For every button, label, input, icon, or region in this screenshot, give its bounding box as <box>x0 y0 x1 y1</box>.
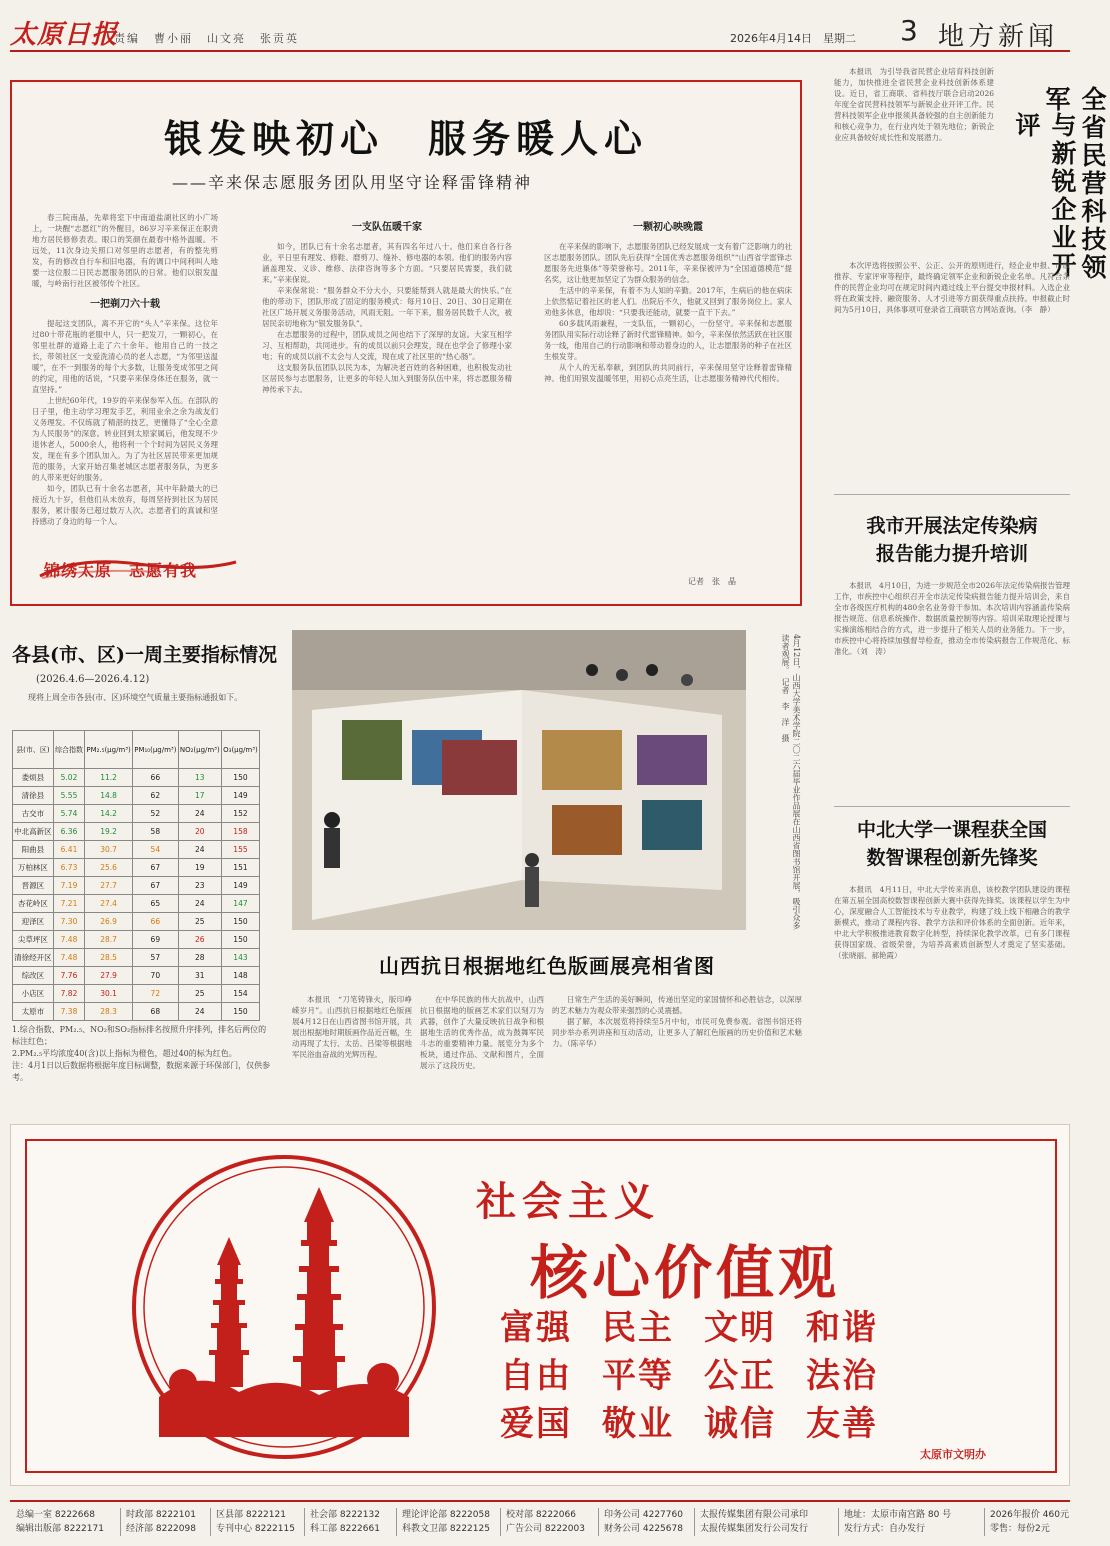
footer-separator <box>984 1508 985 1536</box>
value-cell: 150 <box>221 1003 259 1021</box>
footer-contact-line: 专刊中心 8222115 <box>216 1524 295 1534</box>
value-cell: 11.2 <box>85 769 133 787</box>
value-cell: 25.6 <box>85 859 133 877</box>
value-cell: 14.2 <box>85 805 133 823</box>
footer-contact-cell <box>990 1508 1069 1536</box>
footer-contact-line: 科工部 8222661 <box>310 1524 380 1534</box>
value-cell: 67 <box>133 877 179 895</box>
value-cell: 14.8 <box>85 787 133 805</box>
exhibition-news-column-3 <box>552 994 802 1074</box>
core-value-word: 友善 <box>806 1404 878 1444</box>
value-cell: 30.1 <box>85 985 133 1003</box>
news-paragraph: 本报讯 4月11日，中北大学传来消息，该校教学团队建设的课程在第五届全国高校数智课程创新大赛中获得先锋奖。该课程以学生为中心，深度融合人工智能技术与专业教学，构建了线上线下相融合的教学新模式，推动了课程内容、教学方法和评价体系的全面创新。近年来，中北大学积极推进教育数字化转型，持续深化教学改革，已有多门课程获得国家级、省级荣誉，为培养高素质创新型人才奠定了坚实基础。（张晓丽、郝艳霞） <box>834 885 1070 960</box>
value-cell: 19.2 <box>85 823 133 841</box>
value-cell: 151 <box>221 859 259 877</box>
district-cell: 古交市 <box>13 805 54 823</box>
core-value-word: 公正 <box>704 1356 776 1396</box>
footer-contact-line: 理论评论部 8222058 <box>402 1510 490 1520</box>
footer-contact-cell <box>126 1508 196 1536</box>
footer-separator <box>120 1508 121 1536</box>
column-header: PM₁₀(μg/m³) <box>133 731 179 769</box>
district-cell: 阳曲县 <box>13 841 54 859</box>
article-paragraph: 60多载风雨兼程，一支队伍，一颗初心，一份坚守。辛来保和志愿服务团队用实际行动诠释了新时代雷锋精神。如今，辛来保依然活跃在社区服务一线，他用自己的行动影响和带动着身边的人，让志愿服务的种子在社区生根发芽。 <box>544 319 792 361</box>
core-value-word: 文明 <box>704 1308 776 1348</box>
article-paragraph: 上世纪60年代，19岁的辛来保参军入伍。在部队的日子里，他主动学习理发手艺，利用业余之余为战友们义务理发。不仅练就了精湛的技艺，更懂得了“全心全意为人民服务”的深意。转业回到太原家属后，他发现不少退休老人，5000余人，他将利一个个时间为居民义务理发，现在有多个团队加入。为了为社区居民带来更加规范的服务，大家开始召集老城区志愿者服务队，为更多的人带来更好的服务。 <box>32 396 218 482</box>
table-row <box>13 913 260 931</box>
district-cell: 尖草坪区 <box>13 931 54 949</box>
value-cell: 6.73 <box>53 859 84 877</box>
footer-separator <box>304 1508 305 1536</box>
column-header: 综合指数 <box>53 731 84 769</box>
footer-separator <box>598 1508 599 1536</box>
editor-name: 曹小丽 <box>154 32 193 45</box>
footer-contact-line: 太报传媒集团发行公司发行 <box>700 1524 809 1534</box>
column-header: O₃(μg/m³) <box>221 731 259 769</box>
editors-label: 责编 <box>114 32 140 45</box>
core-value-word: 和谐 <box>806 1308 878 1348</box>
vertical-title-line: 与新锐企业开评 <box>1012 112 1077 280</box>
value-cell: 150 <box>221 913 259 931</box>
core-value-word: 平等 <box>602 1356 674 1396</box>
article-column-1 <box>32 212 218 542</box>
core-value-word: 民主 <box>602 1308 674 1348</box>
table-header-row <box>13 731 260 769</box>
news-disease-text <box>834 580 1070 800</box>
district-cell: 小店区 <box>13 985 54 1003</box>
value-cell: 25 <box>178 913 221 931</box>
vertical-title-line: 全省民营科技领军 <box>1042 86 1107 282</box>
value-cell: 28.5 <box>85 949 133 967</box>
air-quality-title: 各县(市、区)一周主要指标情况 <box>12 644 277 666</box>
newspaper-logo: 太原日报 <box>10 20 119 50</box>
article-paragraph: 如今，团队已有十余名志愿者，其有四名年过八十。他们来自各行各业，平日里有理发、修鞋、磨剪刀、缝补、修电器的本领。他们的服务内容涵盖理发、义诊、维修、法律咨询等多个方面。“只要居民需要，我们就来。”辛来保说。 <box>262 242 512 284</box>
value-cell: 24 <box>178 1003 221 1021</box>
value-cell: 152 <box>221 805 259 823</box>
table-row <box>13 895 260 913</box>
news-private-tech-text-continued <box>834 260 1070 482</box>
article-paragraph: 春三院南晶，先辈将室下中南道盐湖社区的小广场上，一块醒“志愿红”的外醒目，86岁习辛来保正在职责地方居民修修表表。眼口的笑颜在最春中格外温暖。不远处，11次身边关照口对邻里的志愿者，有的整先剪发，有的修改自行车和旧电器，有的调口中间利叫人地要一这位服二日民志愿服务团队的日常。他们以银发温暖，与岭南行社区被邻传个社区。 <box>32 213 218 288</box>
district-cell: 万柏林区 <box>13 859 54 877</box>
footer-contact-line: 印务公司 4227760 <box>604 1510 683 1520</box>
district-cell: 综改区 <box>13 967 54 985</box>
footer-contact-line: 零售：每份2元 <box>990 1524 1050 1534</box>
footer-contact-line: 经济部 8222098 <box>126 1524 196 1534</box>
article-column-2 <box>262 212 512 602</box>
news-disease-title <box>834 512 1070 568</box>
value-cell: 5.02 <box>53 769 84 787</box>
value-cell: 7.76 <box>53 967 84 985</box>
value-cell: 13 <box>178 769 221 787</box>
table-row <box>13 931 260 949</box>
divider <box>834 806 1070 807</box>
news-paragraph: 在中华民族的伟大抗战中，山西抗日根据地的版画艺术家们以刻刀为武器，创作了大量反映抗日战争和根据地生活的优秀作品，成为鼓舞军民斗志的重要精神力量。展览分为多个板块，通过作品、文献和图片，全面展示了这段历史。 <box>420 995 544 1070</box>
column-header: 县(市、区) <box>13 731 54 769</box>
value-cell: 65 <box>133 895 179 913</box>
district-cell: 杏花岭区 <box>13 895 54 913</box>
district-cell: 中北高新区 <box>13 823 54 841</box>
footer-separator <box>694 1508 695 1536</box>
value-cell: 19 <box>178 859 221 877</box>
value-cell: 7.19 <box>53 877 84 895</box>
column-header: PM₂.₅(μg/m³) <box>85 731 133 769</box>
value-cell: 57 <box>133 949 179 967</box>
footer-contact-cell <box>16 1508 104 1536</box>
footer-separator <box>500 1508 501 1536</box>
footnote: 注：4月1日以后数据将根据年度目标调整，数据来源于环保部门，仅供参考。 <box>12 1061 271 1082</box>
news-university-text <box>834 884 1070 1098</box>
air-quality-note: 现将上周全市各县(市、区)环境空气质量主要指标通报如下。 <box>28 693 243 702</box>
value-cell: 26.9 <box>85 913 133 931</box>
news-paragraph: 本报讯 4月10日，为进一步规范全市2026年法定传染病报告管理工作，市疾控中心组织召开全市法定传染病报告能力提升培训会，来自全市各级医疗机构的480余名业务骨干参加。本次培训内容涵盖传染病报告规范、信息系统操作、数据质量控制等内容。培训采取理论授课与实操演练相结合的方式，进一步提升了相关人员的业务能力。下一步，市疾控中心将持续加强督导检查，推动全市传染病报告工作规范化、标准化。（刘 涛） <box>834 581 1070 656</box>
footer-contact-line: 财务公司 4225678 <box>604 1524 683 1534</box>
footer-separator <box>210 1508 211 1536</box>
value-cell: 7.48 <box>53 931 84 949</box>
value-cell: 7.38 <box>53 1003 84 1021</box>
footer-contact-line: 广告公司 8222003 <box>506 1524 585 1534</box>
news-paragraph: 本报讯 为引导我省民营企业培育科技创新能力，加快推进全省民营企业科技创新体系建设。近日，省工商联、省科技厅联合启动2026年度全省民营科技领军与新锐企业开评工作。民营科技领军企业申报须具备较强的自主创新能力和核心竞争力，在行业内处于领先地位；新锐企业应具备较好成长性和发展潜力。 <box>834 67 994 142</box>
value-cell: 24 <box>178 841 221 859</box>
value-cell: 70 <box>133 967 179 985</box>
value-cell: 17 <box>178 787 221 805</box>
footer-contact-line: 总编一室 8222668 <box>16 1510 95 1520</box>
page-section-name: 地方新闻 <box>938 22 1059 52</box>
footer-contact-line: 太报传媒集团有限公司承印 <box>700 1510 809 1520</box>
table-row <box>13 949 260 967</box>
headline-line: 中北大学一课程获全国 <box>856 819 1047 841</box>
value-cell: 5.55 <box>53 787 84 805</box>
editor-name: 山文亮 <box>207 32 246 45</box>
poster-organization: 太原市文明办 <box>920 1448 986 1461</box>
value-cell: 6.36 <box>53 823 84 841</box>
exhibition-news-column-2 <box>420 994 544 1074</box>
table-row <box>13 859 260 877</box>
exhibition-news-title: 山西抗日根据地红色版画展亮相省图 <box>379 954 715 978</box>
core-value-word: 法治 <box>806 1356 878 1396</box>
value-cell: 147 <box>221 895 259 913</box>
value-cell: 58 <box>133 823 179 841</box>
table-row <box>13 787 260 805</box>
headline-line: 我市开展法定传染病 <box>866 515 1038 537</box>
value-cell: 68 <box>133 1003 179 1021</box>
value-cell: 148 <box>221 967 259 985</box>
value-cell: 7.30 <box>53 913 84 931</box>
value-cell: 27.4 <box>85 895 133 913</box>
article-paragraph: 在志愿服务的过程中，团队成员之间也结下了深厚的友谊。大家互相学习、互相帮助，共同进步。有的成员以前只会理发，现在也学会了修理小家电；有的成员以前不太会与人交流，现在成了社区里的“热心肠”。 <box>262 330 512 361</box>
headline-line: 报告能力提升培训 <box>875 543 1028 565</box>
news-university-title <box>834 816 1070 872</box>
footer-contact-line: 社会部 8222132 <box>310 1510 380 1520</box>
footer-contact-cell <box>700 1508 808 1536</box>
photo-caption: 4月12日，山西大学美术学院二〇二六届毕业作品展在山西省图书馆开展，吸引众多读者观展。 记者 李 洋 摄 <box>781 634 801 930</box>
core-values-words <box>500 1304 920 1448</box>
footer-contact-line: 地址：太原市南宫路 80 号 <box>844 1510 952 1520</box>
core-value-word: 敬业 <box>602 1404 674 1444</box>
footer-contact-line: 编辑出版部 8222171 <box>16 1524 104 1534</box>
value-cell: 7.21 <box>53 895 84 913</box>
volunteer-slogan: 锦绣太原 志愿有我 <box>44 561 198 580</box>
editor-credits <box>114 30 313 46</box>
article-paragraph: 如今，团队已有十余名志愿者，其中年龄最大的已接近九十岁，但他们从未放弃，每周坚持到社区为居民服务，累计服务已超过数万人次。志愿者们的真诚和坚持感动了身边的每一个人。 <box>32 484 218 526</box>
footer-contact-cell <box>402 1508 490 1536</box>
section-heading: 一支队伍暖千家 <box>352 222 422 233</box>
article-paragraph: 提起这支团队，离不开它的“头人”辛来保。这位年过80十带花瓶的老服中人，只一把发刀，一顆初心，在邻里社群的道路上走了六十余年。他用自己的一技之长，带领社区一支爱洗清心员的老人志愿，“为邻里送温暖”，在不一到服务的每个大多数，让服务变成邻里之间的约定，用他的话说，“只要辛来保身体还在服务，就一直坚持。” <box>32 319 218 394</box>
core-value-word: 爱国 <box>500 1404 572 1444</box>
value-cell: 149 <box>221 787 259 805</box>
value-cell: 7.48 <box>53 949 84 967</box>
footer-contact-line: 2026年报价 460元 <box>990 1510 1069 1520</box>
value-cell: 143 <box>221 949 259 967</box>
article-byline: 记者 张 晶 <box>688 577 736 586</box>
value-cell: 149 <box>221 877 259 895</box>
value-cell: 27.9 <box>85 967 133 985</box>
footnote: 1.综合指数、PM₂.₅、NO₂和SO₂指标排名按照升序排列，排名后两位的标注红色； <box>12 1025 267 1046</box>
value-cell: 69 <box>133 931 179 949</box>
value-cell: 30.7 <box>85 841 133 859</box>
district-cell: 清徐县 <box>13 787 54 805</box>
divider <box>834 494 1070 495</box>
poster-heading-line-2: 核心价值观 <box>530 1239 841 1307</box>
footer-contact-cell <box>506 1508 585 1536</box>
issue-date: 2026年4月14日 星期二 <box>730 32 856 45</box>
article-paragraph: 这支服务队伍团队以民为本，为解决老百姓的各种困难，也积极发动社区居民参与志愿服务，让更多的年轻人加入到服务队伍中来，将志愿服务精神传承下去。 <box>262 363 512 394</box>
value-cell: 67 <box>133 859 179 877</box>
news-private-tech-text <box>834 66 994 256</box>
exhibition-news-column-1 <box>292 994 412 1074</box>
footer-contact-line: 校对部 8222066 <box>506 1510 576 1520</box>
news-paragraph: 本报讯 “刀笔铸锋火，版印峥嵘岁月”。山西抗日根据地红色版画展4月12日在山西省图书馆开展，共展出根据地时期版画作品近百幅，生动再现了太行、太岳、吕梁等根据地军民浴血奋战的光辉历程。 <box>292 995 412 1059</box>
value-cell: 154 <box>221 985 259 1003</box>
feature-article <box>10 80 802 606</box>
value-cell: 24 <box>178 805 221 823</box>
masthead <box>10 10 1070 52</box>
table-row <box>13 805 260 823</box>
district-cell: 娄烦县 <box>13 769 54 787</box>
value-cell: 158 <box>221 823 259 841</box>
table-row <box>13 985 260 1003</box>
value-cell: 27.7 <box>85 877 133 895</box>
value-cell: 7.82 <box>53 985 84 1003</box>
article-paragraph: 辛来保常说：“服务群众不分大小，只要能帮到人就是最大的快乐。”在他的带动下，团队形成了固定的服务模式：每月10日、20日、30日定期在社区广场开展义务服务活动，风雨无阻。一年下来，服务居民数千人次，被居民亲切地称为“银发服务队”。 <box>262 286 512 328</box>
article-paragraph: 在辛来保的影响下，志愿服务团队已经发展成一支有着广泛影响力的社区志愿服务团队。团队先后获得“全国优秀志愿服务组织”“山西省学雷锋志愿服务先进集体”等荣誉称号。2011年，辛来保被评为“全国道德模范”提名奖，这让他更加坚定了为群众服务的信念。 <box>544 242 792 284</box>
value-cell: 28.7 <box>85 931 133 949</box>
value-cell: 23 <box>178 877 221 895</box>
table-row <box>13 877 260 895</box>
news-paragraph: 本次评选将按照公平、公正、公开的原则进行，经企业申报、市级推荐、专家评审等程序，最终确定领军企业和新锐企业名单。凡符合条件的民营企业均可在规定时间内通过线上平台提交申报材料。入选企业将在政策支持、融资服务、人才引进等方面获得重点扶持。申报截止时间为5月10日，具体事项可登录省工商联官方网站查询。（李 静） <box>834 261 1070 314</box>
footer-contact-cell <box>216 1508 295 1536</box>
feature-title: 银发映初心 服务暖人心 <box>163 116 648 161</box>
footnote: 2.PM₂.₅平均浓度40(含)以上指标为橙色，超过40的标为红色。 <box>12 1049 237 1058</box>
article-paragraph: 从个人的无私奉献，到团队的共同前行，辛来保用坚守诠释着雷锋精神。他们用银发温暖邻里，用初心点亮生活，让志愿服务精神代代相传。 <box>544 363 792 383</box>
poster-heading-line-1: 社会主义 <box>476 1178 660 1225</box>
headline-line: 数智课程创新先锋奖 <box>866 847 1038 869</box>
value-cell: 31 <box>178 967 221 985</box>
footer-contact-cell <box>604 1508 683 1536</box>
table-row <box>13 841 260 859</box>
page-number: 3 <box>900 14 918 47</box>
value-cell: 6.41 <box>53 841 84 859</box>
air-quality-table <box>12 730 260 1021</box>
footer-contact-line: 时政部 8222101 <box>126 1510 196 1520</box>
value-cell: 62 <box>133 787 179 805</box>
value-cell: 26 <box>178 931 221 949</box>
district-cell: 太原市 <box>13 1003 54 1021</box>
core-value-word: 诚信 <box>704 1404 776 1444</box>
table-row <box>13 1003 260 1021</box>
value-cell: 66 <box>133 913 179 931</box>
section-heading: 一颗初心映晚霞 <box>633 222 703 233</box>
editor-name: 张贡英 <box>260 32 299 45</box>
table-row <box>13 769 260 787</box>
table-row <box>13 823 260 841</box>
footer-contact-cell <box>310 1508 380 1536</box>
value-cell: 54 <box>133 841 179 859</box>
value-cell: 25 <box>178 985 221 1003</box>
district-cell: 晋源区 <box>13 877 54 895</box>
footer-separator <box>838 1508 839 1536</box>
value-cell: 24 <box>178 895 221 913</box>
value-cell: 66 <box>133 769 179 787</box>
value-cell: 155 <box>221 841 259 859</box>
value-cell: 72 <box>133 985 179 1003</box>
district-cell: 清徐经开区 <box>13 949 54 967</box>
exhibition-photo <box>292 630 746 930</box>
value-cell: 28 <box>178 949 221 967</box>
footer-contact-line: 发行方式：自办发行 <box>844 1524 926 1534</box>
article-paragraph: 生活中的辛来保，有着不为人知的辛勤。2017年，生病后的他在病床上依然惦记着社区的老人们。出院后不久，他就又回到了服务岗位上。家人劝他多休息，他却说：“只要我还能动，就要一直干下去。” <box>544 286 792 317</box>
value-cell: 150 <box>221 769 259 787</box>
footer-contact-cell <box>844 1508 951 1536</box>
news-paragraph: 据了解，本次展览将持续至5月中旬，市民可免费参观。省图书馆还将同步举办系列讲座和互动活动，让更多人了解红色版画的历史价值和艺术魅力。（陈辛华） <box>552 1017 802 1048</box>
pagoda-emblem-graphic <box>119 1147 449 1467</box>
exhibition-photo-illustration <box>292 630 746 930</box>
core-value-word: 自由 <box>500 1356 572 1396</box>
footer-directory <box>10 1500 1070 1540</box>
footer-contact-line: 科教文卫部 8222125 <box>402 1524 490 1534</box>
value-cell: 28.3 <box>85 1003 133 1021</box>
section-heading: 一把剃刀六十载 <box>90 299 160 310</box>
footer-separator <box>396 1508 397 1536</box>
value-cell: 20 <box>178 823 221 841</box>
air-quality-date: (2026.4.6—2026.4.12) <box>36 674 150 685</box>
value-cell: 150 <box>221 931 259 949</box>
column-header: NO₂(μg/m³) <box>178 731 221 769</box>
district-cell: 迎泽区 <box>13 913 54 931</box>
news-paragraph: 日常生产生活的美好瞬间，传递出坚定的家国情怀和必胜信念，以深厚的艺术魅力为观众带来强烈的心灵震撼。 <box>552 995 802 1015</box>
table-row <box>13 967 260 985</box>
air-quality-footnotes <box>12 1024 274 1084</box>
feature-subtitle: ——辛来保志愿服务团队用坚守诠释雷锋精神 <box>172 173 533 192</box>
value-cell: 52 <box>133 805 179 823</box>
article-column-3 <box>544 212 792 572</box>
footer-contact-line: 区县部 8222121 <box>216 1510 286 1520</box>
core-value-word: 富强 <box>500 1308 572 1348</box>
value-cell: 5.74 <box>53 805 84 823</box>
